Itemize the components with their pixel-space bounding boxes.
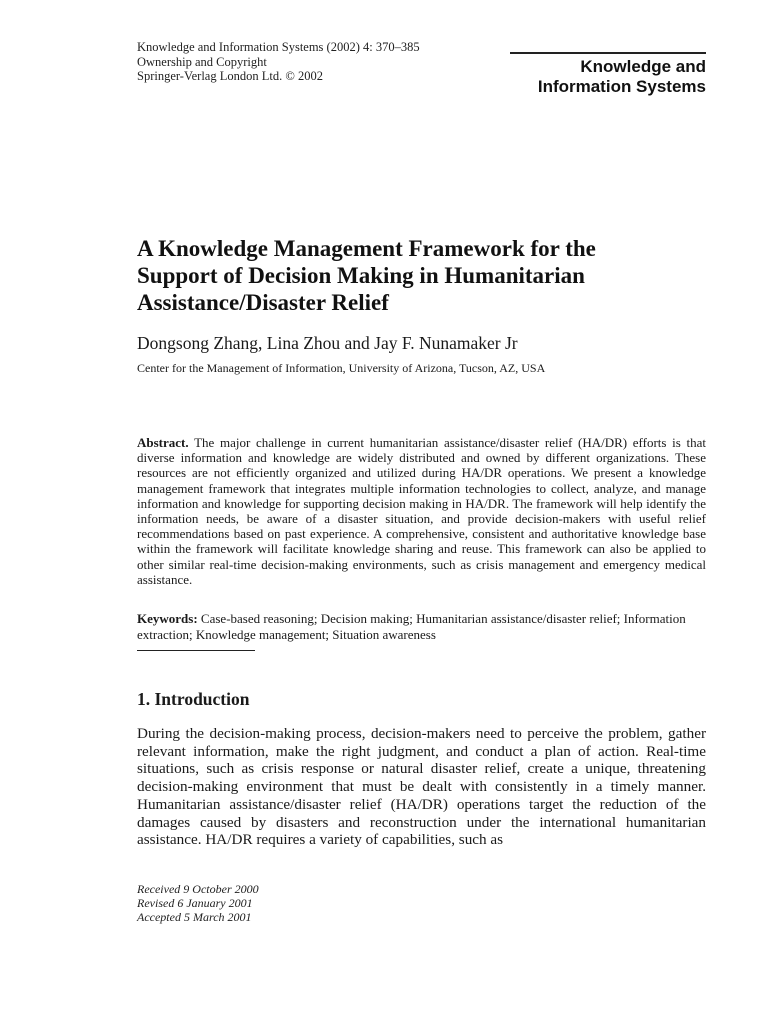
keywords-text: Case-based reasoning; Decision making; Humanitarian assistance/disaster relief; Information extraction; Knowledge management; Situation awareness bbox=[137, 611, 686, 642]
abstract-label: Abstract. bbox=[137, 435, 189, 450]
journal-logo-line: Knowledge and bbox=[580, 57, 706, 76]
abstract-text: The major challenge in current humanitarian assistance/disaster relief (HA/DR) efforts is that diverse information and knowledge are widely distributed and owned by different organizations. These resources are not efficiently organized and utilized during HA/DR operations. We present a knowledge management framework that integrates multiple information technologies to collect, analyze, and manage information and knowledge for supporting decision making in HA/DR. The framework will help identify the information needs, be aware of a disaster situation, and provide decision-makers with useful relief recommendations based on past experience. A comprehensive, consistent and authoritative knowledge base within the framework will facilitate knowledge sharing and reuse. This framework can also be applied to other similar real-time decision-making environments, such as crisis management and emergency medical assistance. bbox=[137, 435, 706, 587]
abstract bbox=[137, 435, 706, 587]
keywords-label: Keywords: bbox=[137, 611, 198, 626]
title-line: A Knowledge Management Framework for the bbox=[137, 236, 596, 261]
citation-line: Knowledge and Information Systems (2002) 4: 370–385 bbox=[137, 40, 420, 54]
title-line: Assistance/Disaster Relief bbox=[137, 290, 389, 315]
affiliation: Center for the Management of Information, University of Arizona, Tucson, AZ, USA bbox=[137, 361, 546, 375]
section-heading: 1. Introduction bbox=[137, 689, 250, 709]
history-revised: Revised 6 January 2001 bbox=[137, 895, 253, 910]
paper-title bbox=[137, 235, 712, 316]
history-accepted: Accepted 5 March 2001 bbox=[137, 909, 252, 924]
article-history bbox=[137, 883, 259, 924]
journal-logo bbox=[510, 52, 706, 97]
journal-logo-line: Information Systems bbox=[537, 77, 706, 96]
introduction-text: During the decision-making process, decision-makers need to perceive the problem, gather relevant information, make the right judgment, and conduct a plan of action. Real-time situations, such as crisis response or natural disaster relief, create a unique, threatening decision-making environment that must be dealt with consistently in a timely manner. Humanitarian assistance/disaster relief (HA/DR) operations target the reduction of the damages caused by disasters and reconstruction under the international humanitarian assistance. HA/DR requires a variety of capabilities, such as bbox=[137, 725, 706, 849]
author-list: Dongsong Zhang, Lina Zhou and Jay F. Nunamaker Jr bbox=[137, 333, 518, 353]
keywords bbox=[137, 611, 715, 642]
citation-line: Springer-Verlag London Ltd. © 2002 bbox=[137, 69, 323, 83]
citation-block bbox=[137, 40, 420, 84]
citation-line: Ownership and Copyright bbox=[137, 54, 267, 69]
section-divider bbox=[137, 650, 255, 651]
title-line: Support of Decision Making in Humanitarian bbox=[137, 263, 585, 288]
history-received: Received 9 October 2000 bbox=[137, 882, 259, 896]
